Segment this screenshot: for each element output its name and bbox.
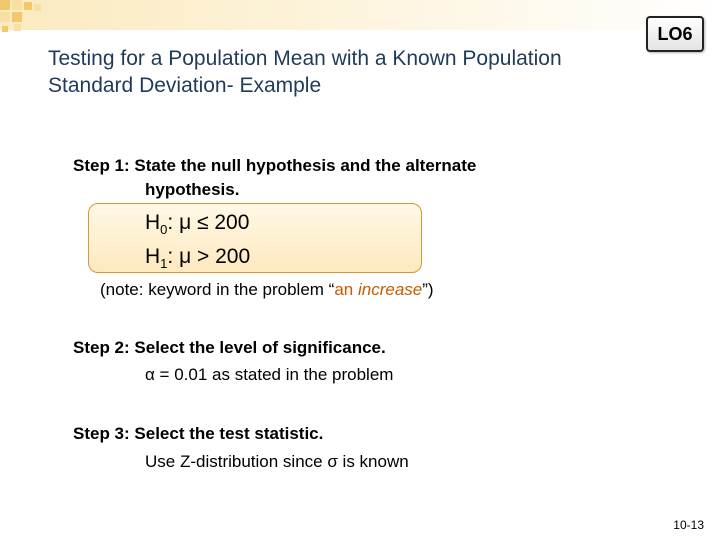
decor-square (0, 12, 10, 22)
keyword-note (100, 279, 434, 301)
slide-title: Testing for a Population Mean with a Known Population Standard Deviation- Example (48, 47, 562, 97)
step3-detail: Use Z-distribution since σ is known (145, 452, 409, 471)
alternate-hypothesis-symbol: H (145, 245, 161, 268)
null-hypothesis-subscript: 0 (160, 222, 168, 238)
note-keyword-word: increase (357, 280, 423, 299)
null-hypothesis (145, 210, 249, 243)
decor-square (14, 24, 21, 31)
note-keyword (334, 280, 422, 299)
decor-square (34, 4, 41, 11)
step2-detail: α = 0.01 as stated in the problem (145, 365, 394, 384)
note-keyword-article: an (334, 280, 358, 299)
note-suffix: ”) (422, 280, 434, 299)
decor-square (12, 0, 22, 10)
decor-square (12, 12, 22, 22)
decor-square (24, 2, 32, 10)
alternate-hypothesis-subscript: 1 (160, 256, 168, 272)
decor-square (0, 0, 10, 10)
header-gradient-bar (0, 0, 720, 30)
step2-label: Step 2: Select the level of significance. (73, 338, 386, 357)
alternate-hypothesis-statement: : μ > 200 (167, 245, 251, 268)
hypotheses-box (88, 203, 422, 273)
null-hypothesis-statement: : μ ≤ 200 (167, 211, 250, 234)
decor-square (2, 26, 8, 32)
page-number: 10-13 (673, 518, 704, 532)
note-prefix: (note: keyword in the problem “ (100, 280, 335, 299)
step1-label: Step 1: State the null hypothesis and the alternate (73, 156, 477, 175)
step1-label-continued: hypothesis. (145, 180, 240, 199)
step3-label: Step 3: Select the test statistic. (73, 424, 324, 443)
alternate-hypothesis (145, 244, 250, 277)
null-hypothesis-symbol: H (145, 211, 161, 234)
learning-objective-badge: LO6 (646, 16, 704, 52)
